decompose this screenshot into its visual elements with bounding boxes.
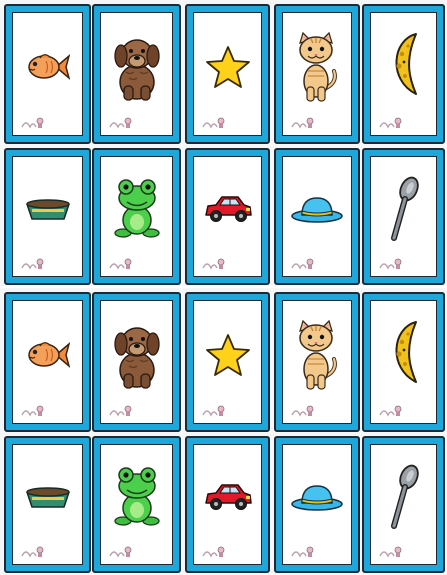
cat-icon <box>294 31 340 103</box>
maker-mark-icon <box>21 403 47 417</box>
pet-bowl-icon <box>24 484 72 510</box>
memory-card-star[interactable] <box>185 4 270 144</box>
moon-icon <box>386 32 426 96</box>
hat-icon <box>290 194 344 224</box>
card-sheet-1 <box>0 0 447 287</box>
memory-card-moon[interactable] <box>362 4 445 144</box>
maker-mark-icon <box>291 403 317 417</box>
maker-mark-icon <box>202 256 228 270</box>
card-face <box>100 300 173 424</box>
maker-mark-icon <box>202 403 228 417</box>
maker-mark-icon <box>379 256 405 270</box>
maker-mark-icon <box>291 544 317 558</box>
spoon-icon <box>389 464 419 530</box>
memory-card-hat[interactable] <box>274 436 360 573</box>
maker-mark-icon <box>202 115 228 129</box>
card-face <box>193 12 262 136</box>
memory-card-hat[interactable] <box>274 148 360 285</box>
card-face <box>370 300 437 424</box>
card-face <box>12 156 83 277</box>
memory-card-car[interactable] <box>185 148 270 285</box>
card-face <box>282 444 352 565</box>
memory-card-fish[interactable] <box>4 292 91 432</box>
card-face <box>12 12 83 136</box>
memory-card-dog[interactable] <box>92 4 181 144</box>
cat-icon <box>294 319 340 391</box>
maker-mark-icon <box>379 544 405 558</box>
spoon-icon <box>389 176 419 242</box>
memory-card-dog[interactable] <box>92 292 181 432</box>
card-face <box>370 444 437 565</box>
card-face <box>282 156 352 277</box>
maker-mark-icon <box>291 115 317 129</box>
card-face <box>370 12 437 136</box>
frog-icon <box>113 466 161 528</box>
maker-mark-icon <box>202 544 228 558</box>
car-icon <box>202 193 254 225</box>
card-face <box>282 12 352 136</box>
card-face <box>100 444 173 565</box>
memory-card-car[interactable] <box>185 436 270 573</box>
dog-icon <box>112 32 162 102</box>
card-face <box>12 444 83 565</box>
hat-icon <box>290 482 344 512</box>
moon-icon <box>386 320 426 384</box>
maker-mark-icon <box>379 115 405 129</box>
maker-mark-icon <box>109 403 135 417</box>
memory-card-frog[interactable] <box>92 148 181 285</box>
memory-card-bowl[interactable] <box>4 436 91 573</box>
card-face <box>12 300 83 424</box>
card-face <box>193 300 262 424</box>
maker-mark-icon <box>21 115 47 129</box>
memory-card-spoon[interactable] <box>362 148 445 285</box>
card-face <box>193 156 262 277</box>
memory-card-moon[interactable] <box>362 292 445 432</box>
memory-card-frog[interactable] <box>92 436 181 573</box>
memory-card-bowl[interactable] <box>4 148 91 285</box>
fish-icon <box>26 49 70 85</box>
maker-mark-icon <box>21 544 47 558</box>
card-face <box>282 300 352 424</box>
card-face <box>100 12 173 136</box>
star-icon <box>205 45 251 89</box>
maker-mark-icon <box>379 403 405 417</box>
memory-card-spoon[interactable] <box>362 436 445 573</box>
memory-card-cat[interactable] <box>274 4 360 144</box>
pet-bowl-icon <box>24 196 72 222</box>
memory-card-star[interactable] <box>185 292 270 432</box>
maker-mark-icon <box>109 115 135 129</box>
car-icon <box>202 481 254 513</box>
card-face <box>193 444 262 565</box>
maker-mark-icon <box>291 256 317 270</box>
star-icon <box>205 333 251 377</box>
maker-mark-icon <box>109 544 135 558</box>
card-sheet-2 <box>0 288 447 575</box>
card-face <box>370 156 437 277</box>
maker-mark-icon <box>21 256 47 270</box>
fish-icon <box>26 337 70 373</box>
maker-mark-icon <box>109 256 135 270</box>
frog-icon <box>113 178 161 240</box>
memory-card-cat[interactable] <box>274 292 360 432</box>
memory-card-fish[interactable] <box>4 4 91 144</box>
card-face <box>100 156 173 277</box>
dog-icon <box>112 320 162 390</box>
